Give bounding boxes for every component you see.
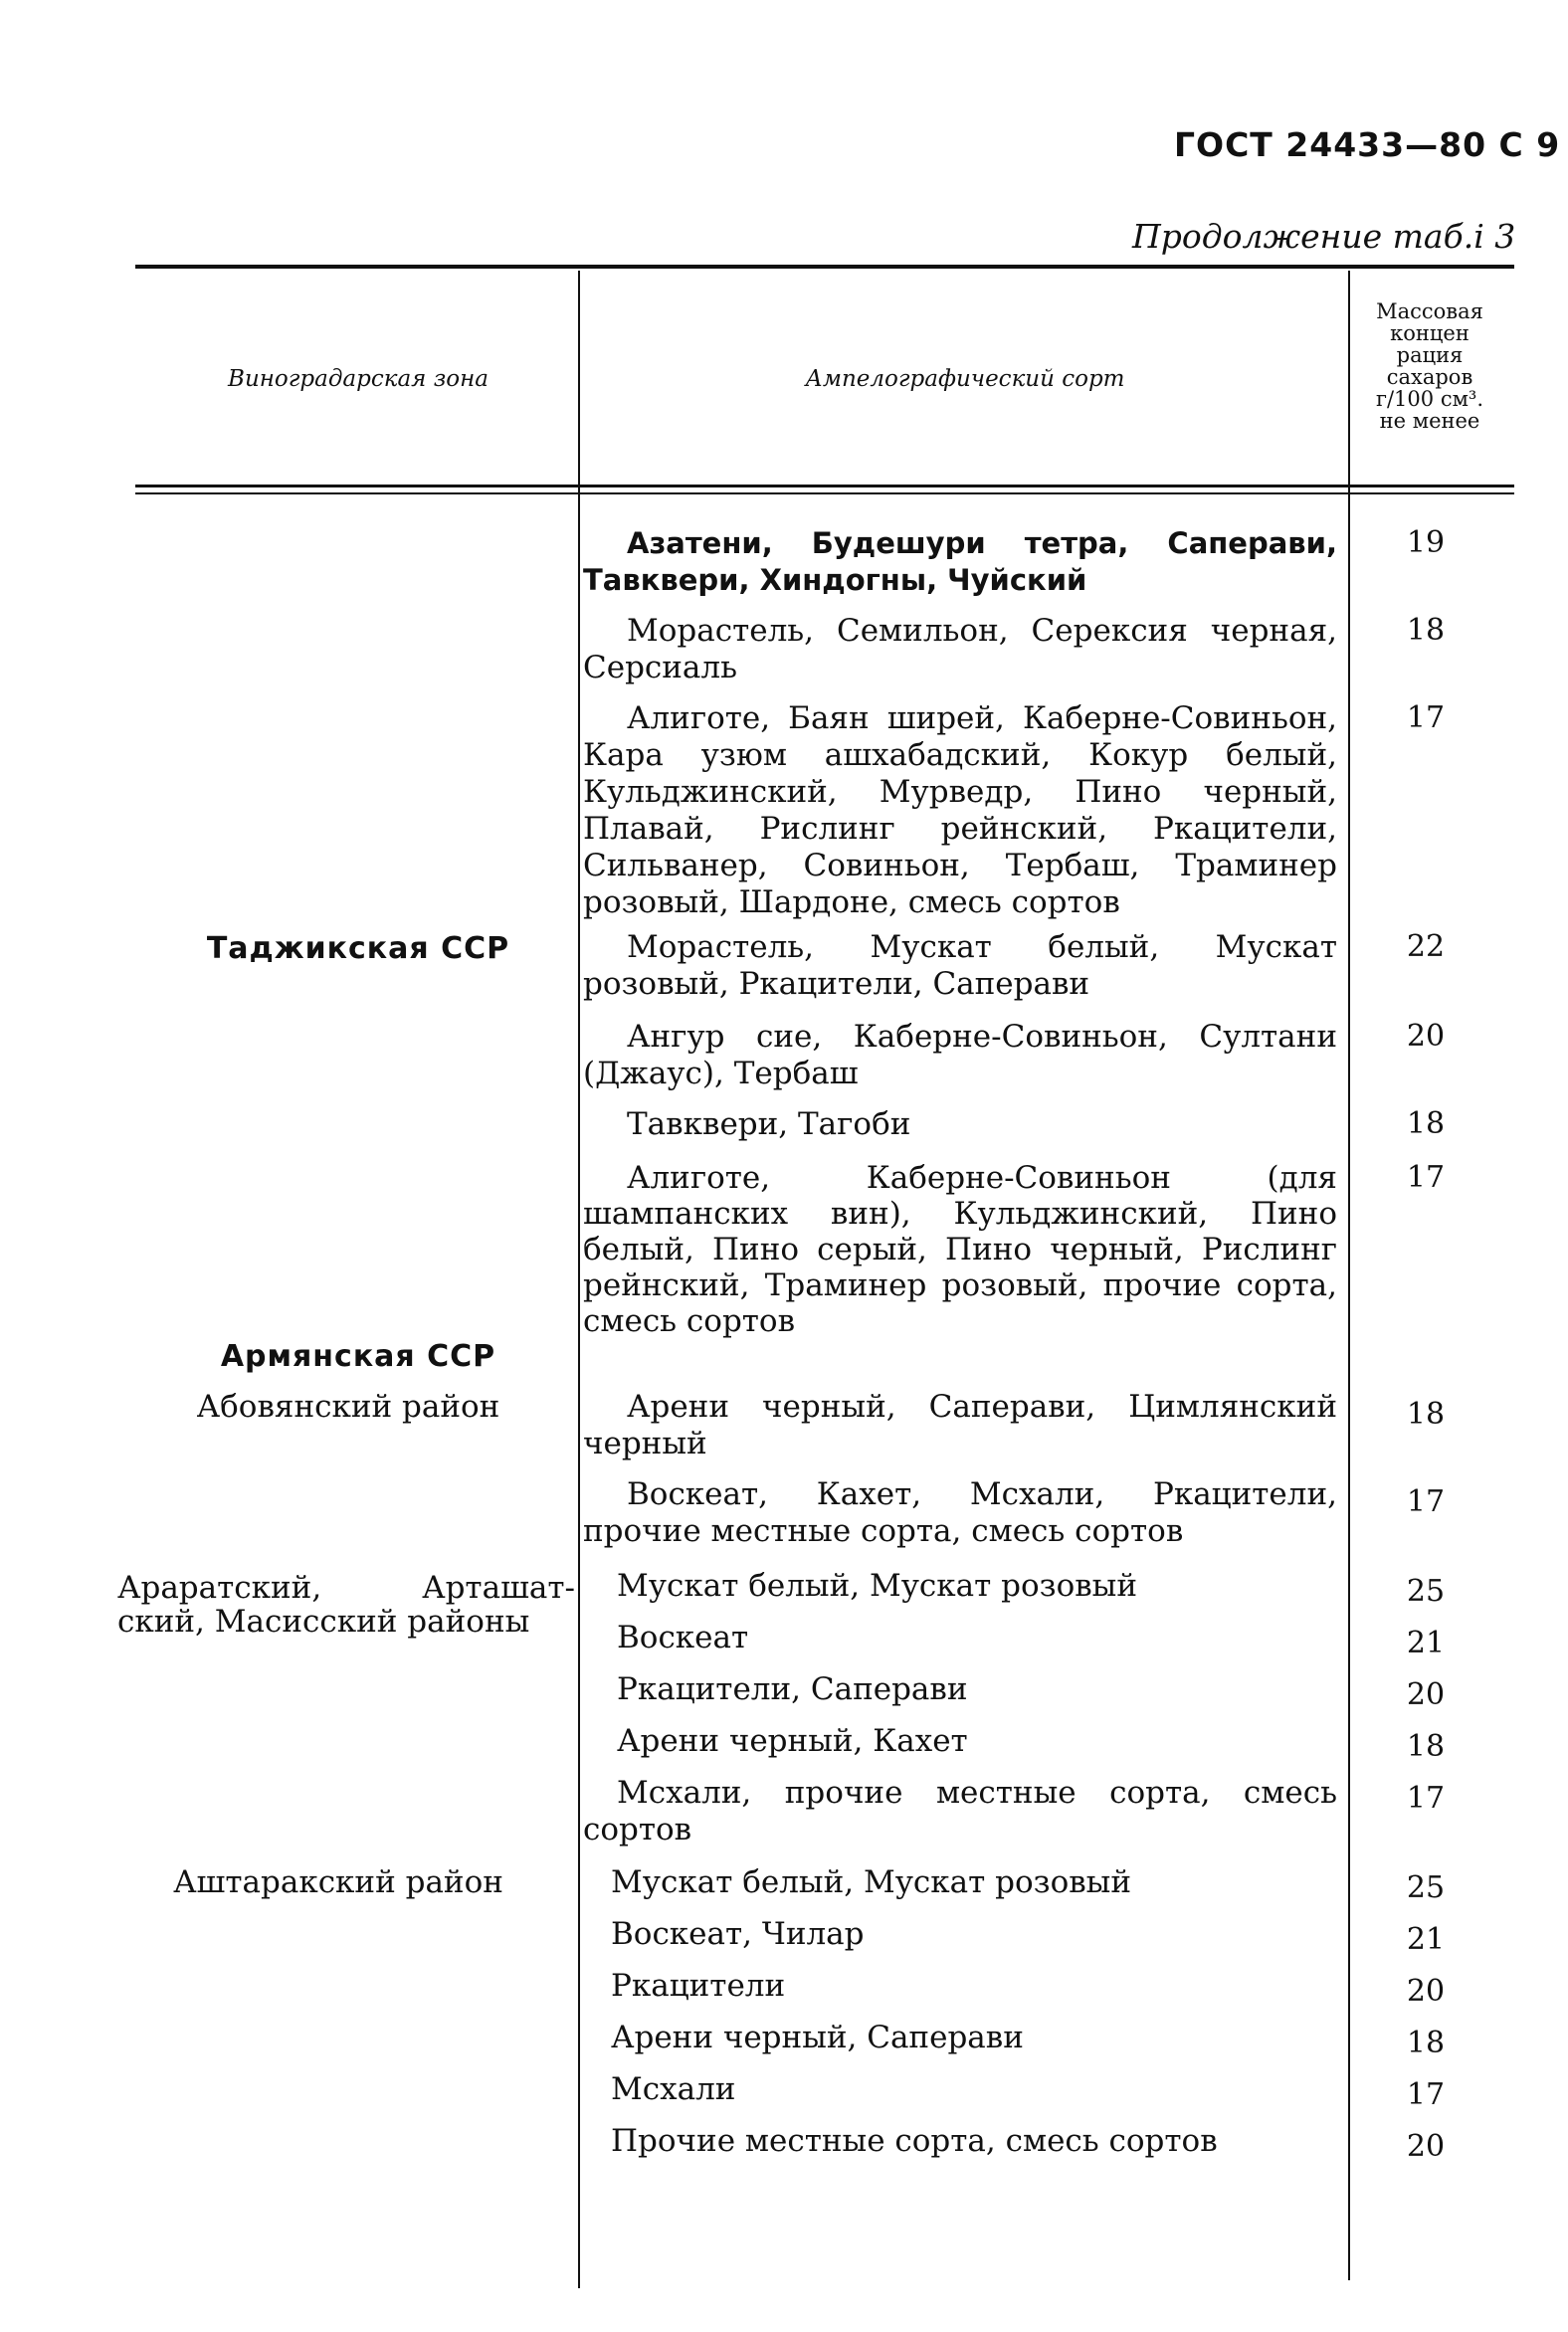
concentration-cell: 17 [1406,1484,1446,1519]
variety-cell: Арени черный, Саперави, Цимлянский черный [583,1389,1337,1461]
variety-cell: Мускат белый, Мускат розовый [611,1864,1132,1900]
concentration-cell: 18 [1406,613,1446,648]
concentration-header-line: Массовая [1376,299,1483,323]
variety-cell: Воскеат, Чилар [611,1916,865,1952]
column-header-variety: Ампелографический сорт [805,366,1125,392]
concentration-cell: 19 [1406,525,1446,560]
header-bottom-rule-2 [135,492,1514,494]
concentration-cell: 18 [1406,1106,1446,1141]
variety-cell: Ркацители [611,1968,786,2004]
table-top-rule [135,265,1514,269]
concentration-cell: 18 [1406,1729,1446,1764]
concentration-cell: 21 [1406,1922,1446,1957]
column-header-zone: Виноградарская зона [228,366,489,392]
concentration-cell: 20 [1406,1974,1446,2009]
variety-cell: Тавквери, Тагоби [627,1106,911,1142]
concentration-cell: 25 [1406,1574,1446,1609]
zone-ararat-artashat-line-2: ский, Масисский районы [117,1604,530,1640]
concentration-cell: 17 [1406,2077,1446,2112]
variety-cell: Прочие местные сорта, смесь сортов [611,2123,1218,2159]
zone-armenian-ssr: Армянская ССР [220,1339,496,1374]
concentration-cell: 17 [1406,1160,1446,1195]
zone-ararat-artashat-line-1: Араратский, Арташат- [117,1570,575,1606]
concentration-cell: 21 [1406,1626,1446,1660]
column-divider-1 [578,271,580,2288]
concentration-cell: 17 [1406,1781,1446,1816]
variety-cell: Арени черный, Кахет [617,1723,968,1759]
concentration-cell: 25 [1406,1870,1446,1905]
variety-cell: Азатени, Будешури тетра, Саперави, Тавквери, Хиндогны, Чуйский [583,526,1337,597]
variety-cell: Ркацители, Саперави [617,1671,968,1707]
zone-tajik-ssr: Таджикская ССР [206,931,510,966]
concentration-cell: 20 [1406,1019,1446,1054]
concentration-header-line: концен [1390,321,1470,345]
variety-cell: Воскеат, Кахет, Мсхали, Ркацители, прочие местные сорта, смесь сортов [583,1476,1337,1549]
concentration-cell: 20 [1406,1677,1446,1712]
concentration-cell: 20 [1406,2129,1446,2164]
concentration-cell: 17 [1406,700,1446,735]
concentration-cell: 22 [1406,929,1446,964]
variety-cell: Морастель, Мускат белый, Мускат розовый, Ркацители, Саперави [583,929,1337,1002]
variety-cell: Мускат белый, Мускат розовый [617,1568,1138,1604]
concentration-header-line: рация [1396,343,1464,367]
header-bottom-rule [135,485,1514,487]
variety-cell: Алиготе, Баян ширей, Каберне-Совиньон, Кара узюм ашхабадский, Кокур белый, Кульджинский, Мурведр, Пино черный, Плавай, Рислинг рейнский, Ркацители, Сильванер, Совиньон, Тербаш, Траминер розовый, Шардоне, смесь сортов [583,700,1337,920]
concentration-cell: 18 [1406,1397,1446,1432]
concentration-header-line: не менее [1379,409,1480,433]
variety-cell: Мсхали, прочие местные сорта, смесь сортов [583,1775,1337,1847]
variety-cell: Ангур сие, Каберне-Совиньон, Султани (Джаус), Тербаш [583,1019,1337,1091]
zone-abovyan-district: Абовянский район [196,1389,500,1425]
zone-ashtarak-district: Аштаракский район [173,1864,503,1900]
table-continuation-label: Продолжение таб.і 3 [1132,217,1516,256]
column-divider-2 [1348,271,1350,2280]
concentration-header-line: сахаров [1386,365,1473,389]
variety-cell: Алиготе, Каберне-Совиньон (для шампанских вин), Кульджинский, Пино белый, Пино серый, Пино черный, Рислинг рейнский, Траминер розовый, прочие сорта, смесь сортов [583,1160,1337,1339]
concentration-cell: 18 [1406,2026,1446,2060]
variety-cell: Мсхали [611,2071,736,2107]
variety-cell: Морастель, Семильон, Серексия черная, Серсиаль [583,613,1337,685]
concentration-header-line: г/100 см³. [1375,387,1484,411]
page-header: ГОСТ 24433—80 С 9 [1174,125,1561,164]
column-header-concentration [1355,300,1504,432]
variety-cell: Арени черный, Саперави [611,2020,1024,2055]
variety-cell: Воскеат [617,1620,749,1655]
